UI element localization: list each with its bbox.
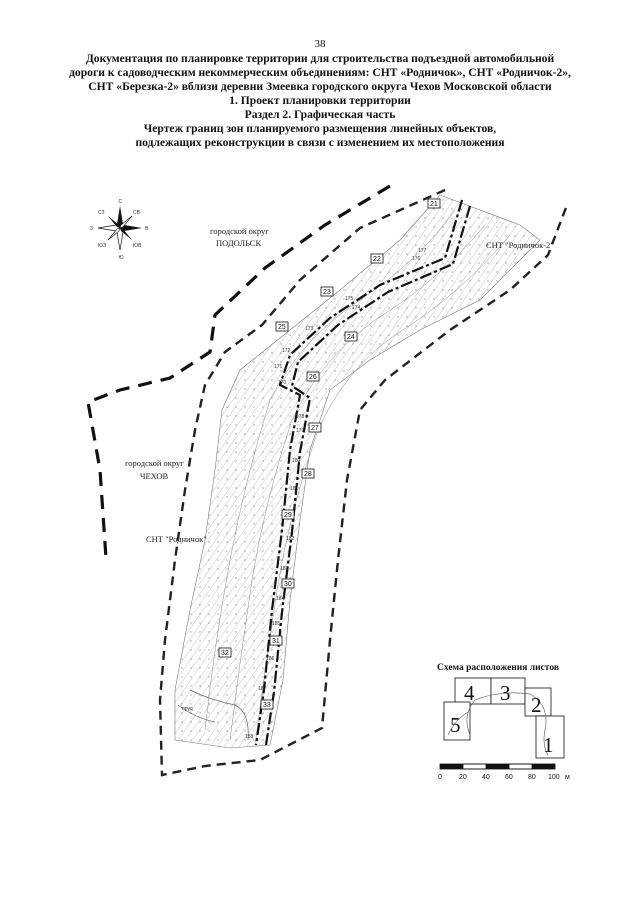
page-number: 38 [314, 38, 326, 50]
point-number: 188 [245, 734, 254, 740]
sheet-marker [309, 423, 321, 432]
point-number: 187 [258, 686, 267, 692]
label-snt-rodnichok: СНТ "Родничок" [146, 534, 207, 544]
svg-text:28: 28 [304, 471, 312, 478]
scale-tick: 0 [438, 774, 442, 781]
sheet-marker [321, 287, 333, 296]
svg-text:СЗ: СЗ [98, 210, 105, 216]
point-number: 180 [292, 458, 301, 464]
svg-text:31: 31 [272, 638, 280, 645]
point-number: 184 [276, 596, 285, 602]
title-line: подлежащих реконструкции в связи с изменением их местоположения [135, 136, 505, 149]
point-number: 183 [280, 566, 289, 572]
svg-text:СВ: СВ [133, 210, 140, 216]
point-number: 186 [266, 656, 275, 662]
sheet-marker [276, 322, 288, 331]
svg-text:23: 23 [323, 289, 331, 296]
label-chekhov-line1: городской округ [125, 458, 184, 468]
svg-text:33: 33 [263, 702, 271, 709]
point-number: 170 [278, 380, 287, 386]
sheet-marker [302, 469, 314, 478]
svg-text:30: 30 [284, 581, 292, 588]
sheet-number: 4 [464, 681, 475, 705]
svg-text:З: З [90, 226, 94, 232]
sheet-marker [282, 510, 294, 519]
label-snt-rodnichok2: СНТ "Родничок-2" [486, 240, 554, 250]
point-number: 185 [272, 621, 281, 627]
scale-tick: 80 [528, 774, 536, 781]
point-number: 171 [274, 364, 283, 370]
sheet-number: 3 [500, 681, 511, 705]
label-podolsk-line1: городской округ [210, 226, 269, 236]
scale-tick: 60 [505, 774, 513, 781]
point-number: 181 [290, 486, 299, 492]
title-line: дороги к садоводческим некоммерческим объединениям: СНТ «Родничок», СНТ «Родничок-2», [69, 66, 571, 79]
sheet-number: 2 [531, 693, 542, 717]
svg-text:Ю: Ю [118, 255, 124, 261]
point-number: 182 [286, 536, 295, 542]
sheet-marker [261, 700, 273, 709]
scale-tick: 20 [459, 774, 467, 781]
svg-text:22: 22 [373, 256, 381, 263]
svg-text:25: 25 [278, 324, 286, 331]
sheet-number: 5 [450, 713, 461, 737]
sheet-marker [345, 332, 357, 341]
point-number: 177 [418, 248, 427, 254]
label-chekhov-line2: ЧЕХОВ [140, 471, 169, 481]
sheet-marker [371, 254, 383, 263]
svg-text:27: 27 [311, 425, 319, 432]
sheet-marker [219, 648, 231, 657]
point-number: 172 [282, 348, 291, 354]
label-podolsk-line2: ПОДОЛЬСК [216, 238, 262, 248]
scale-unit: м [565, 774, 570, 781]
svg-text:26: 26 [309, 374, 317, 381]
scale-bar [438, 764, 570, 781]
point-number: 179 [296, 428, 305, 434]
title-line: Раздел 2. Графическая часть [244, 108, 396, 121]
sheet-marker [282, 579, 294, 588]
point-number: 178 [296, 414, 305, 420]
scale-tick: 100 [548, 774, 560, 781]
point-number: 173 [305, 326, 314, 332]
sheet-layout-scheme [437, 663, 564, 758]
title-line: 1. Проект планировки территории [229, 94, 411, 107]
svg-text:С: С [118, 199, 123, 205]
sheet-marker [307, 372, 319, 381]
svg-text:21: 21 [430, 201, 438, 208]
svg-text:24: 24 [347, 334, 355, 341]
label-pond: пруд [182, 706, 193, 712]
title-line: СНТ «Березка-2» вблизи деревни Змеевка городского округа Чехов Московской области [88, 80, 552, 93]
point-number: 175 [345, 296, 354, 302]
sheet-marker [270, 636, 282, 645]
compass-rose-icon [90, 199, 149, 261]
svg-text:32: 32 [221, 650, 229, 657]
title-line: Документация по планировке территории для строительства подъездной автомобильной [85, 52, 555, 65]
point-number: 174 [352, 305, 361, 311]
scheme-title: Схема расположения листов [437, 663, 559, 673]
svg-text:В: В [145, 226, 149, 232]
point-number: 176 [412, 256, 421, 262]
svg-text:ЮЗ: ЮЗ [98, 243, 107, 249]
title-line: Чертеж границ зон планируемого размещения линейных объектов, [143, 122, 497, 135]
svg-text:29: 29 [284, 512, 292, 519]
sheet-number: 1 [543, 733, 554, 757]
svg-text:ЮВ: ЮВ [133, 243, 142, 249]
sheet-marker [428, 199, 440, 208]
scale-tick: 40 [482, 774, 490, 781]
